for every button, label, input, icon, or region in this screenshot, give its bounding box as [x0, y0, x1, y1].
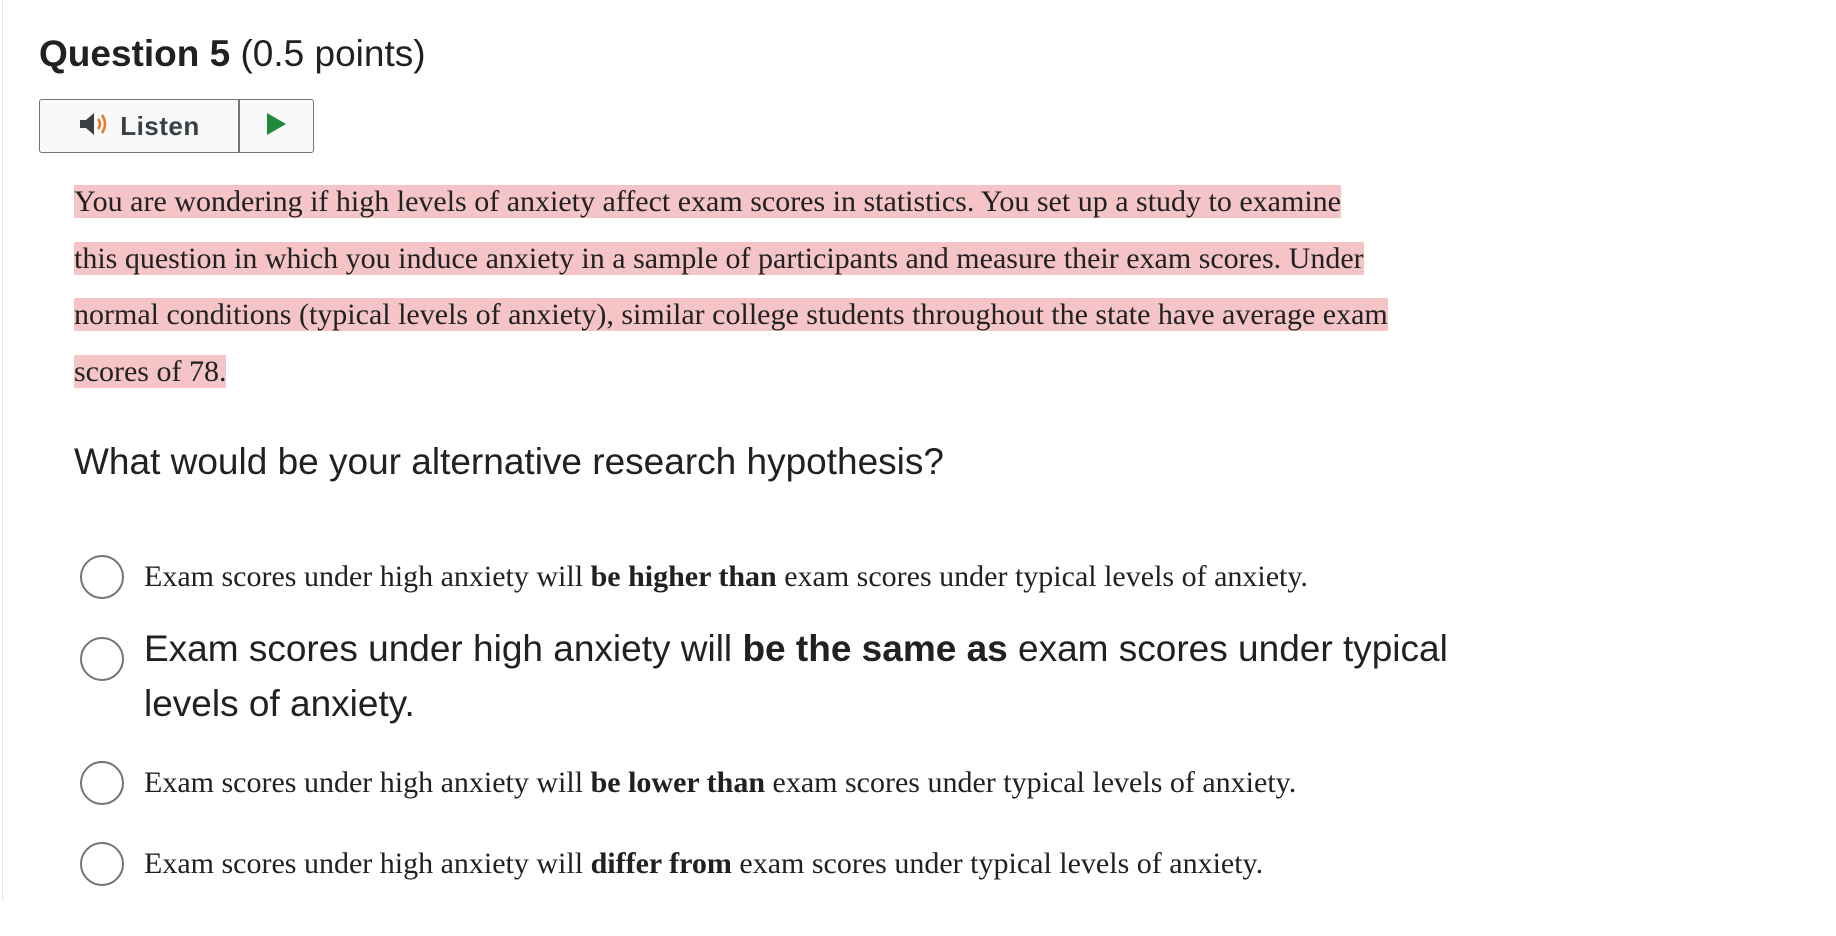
answer-option-3[interactable]	[80, 761, 1296, 805]
question-points: (0.5 points)	[240, 33, 426, 74]
passage-line: You are wondering if high levels of anxiety affect exam scores in statistics. You set up a study to examine	[74, 185, 1341, 218]
option-text: Exam scores under high anxiety will be higher than exam scores under typical levels of anxiety.	[144, 560, 1308, 593]
answer-option-1[interactable]	[80, 555, 1308, 599]
option-text: Exam scores under high anxiety will be lower than exam scores under typical levels of anxiety.	[144, 766, 1297, 799]
radio-button[interactable]	[80, 555, 124, 599]
answer-option-4[interactable]	[80, 842, 1263, 886]
radio-button[interactable]	[80, 761, 124, 805]
radio-button[interactable]	[80, 842, 124, 886]
passage-line: normal conditions (typical levels of anxiety), similar college students throughout the state have average exam	[74, 298, 1388, 331]
passage-line: this question in which you induce anxiety in a sample of participants and measure their exam scores. Under	[74, 241, 1364, 275]
content-left-border	[2, 0, 3, 900]
answer-option-2[interactable]	[80, 621, 1448, 731]
question-passage	[74, 174, 1554, 400]
question-title	[39, 33, 426, 75]
listen-button[interactable]	[40, 100, 238, 152]
passage-line: scores of 78.	[74, 354, 227, 388]
listen-widget	[39, 99, 314, 153]
question-prompt: What would be your alternative research hypothesis?	[74, 441, 944, 482]
question-number: Question 5	[39, 33, 231, 74]
speaker-icon	[78, 110, 112, 143]
option-text: Exam scores under high anxiety will be the same as exam scores under typical levels of anxiety.	[144, 628, 1448, 724]
play-button[interactable]	[240, 100, 314, 152]
option-text: Exam scores under high anxiety will differ from exam scores under typical levels of anxiety.	[144, 847, 1264, 880]
listen-label: Listen	[120, 110, 200, 141]
radio-button[interactable]	[80, 637, 124, 681]
play-icon	[264, 111, 288, 142]
